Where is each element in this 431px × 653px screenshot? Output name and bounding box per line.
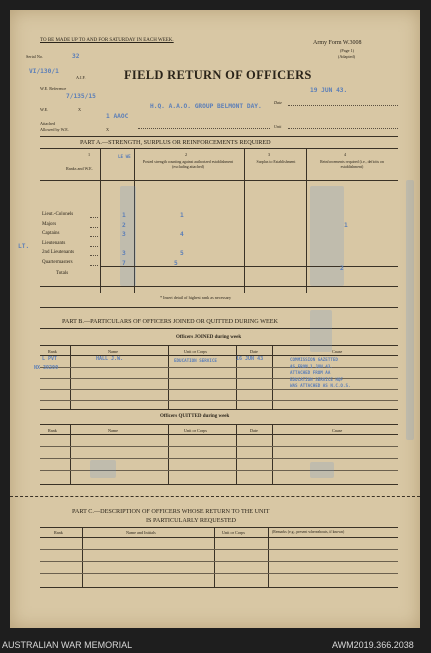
joined-col-date: Date	[250, 349, 258, 354]
form-number: Army Form W.3008	[313, 40, 362, 46]
reinforcements-value: 1	[344, 221, 348, 229]
col-header-ranks: Ranks and W.E.	[66, 166, 93, 171]
page-title: FIELD RETURN OF OFFICERS	[124, 68, 312, 82]
col-header-posted: Posted strength counting against authorized establishment (excluding attached)	[142, 160, 234, 169]
we-x-mark: X	[78, 107, 82, 112]
instruction-text: TO BE MADE UP TO AND FOR SATURDAY IN EACH WEEK.	[40, 38, 174, 43]
joined-name: HALL J.W.	[96, 356, 124, 362]
joined-number: NX 39200	[34, 365, 59, 371]
col-number-2: 2	[185, 152, 188, 157]
unit-label: Unit	[274, 124, 282, 129]
we-value: 3	[122, 231, 126, 238]
totals-we: 7	[122, 260, 126, 267]
rank-label: Lieutenants	[42, 240, 66, 246]
joined-col-unit: Unit or Corps	[184, 349, 208, 354]
part-c-col-unit: Unit or Corps	[222, 530, 246, 535]
part-c-col-remarks: (Remarks (e.g., present whereabouts, if known)	[272, 530, 345, 534]
we-reference-label: W.E. Reference	[40, 86, 67, 91]
rank-label: 2nd Lieutenants	[42, 250, 75, 255]
joined-cause-line: ATTACHED FROM AA	[290, 370, 331, 375]
col-header-reinforcements: Reinforcements required (i.e., deficits on establishment)	[320, 160, 384, 169]
col-header-surplus: Surplus to Establishment	[256, 160, 296, 164]
we-value: 3	[122, 250, 126, 257]
totals-posted: 5	[174, 260, 178, 267]
col-number-1: 1	[88, 152, 91, 157]
col-number-3: 3	[268, 152, 271, 157]
we-value: 1	[122, 212, 126, 219]
date-label: Date	[274, 100, 283, 105]
attached-label: Attached	[40, 121, 56, 126]
aif-label: A.I.F.	[76, 75, 86, 80]
quitted-col-date: Date	[250, 428, 258, 433]
posted-value: 5	[180, 250, 184, 257]
we-value: 2	[122, 221, 126, 229]
part-b-heading: PART B.—PARTICULARS OF OFFICERS JOINED OR QUITTED DURING WEEK	[62, 318, 279, 325]
footer-bar	[0, 636, 431, 653]
quitted-col-unit: Unit or Corps	[184, 428, 208, 433]
footer-credit: AUSTRALIAN WAR MEMORIAL	[2, 640, 133, 650]
we-label: W.E.	[40, 107, 49, 112]
totals-label: Totals	[56, 271, 69, 276]
aif-value: VI/130/1	[29, 68, 59, 75]
allowed-label: Allowed by W.E.	[40, 127, 69, 132]
col-number-4: 4	[344, 152, 347, 157]
allowed-x-mark: X	[106, 127, 110, 132]
joined-cause-line: COMMISSION GAZETTED	[290, 357, 338, 362]
joined-col-rank: Rank	[48, 349, 57, 354]
posted-value: 1	[180, 212, 184, 219]
part-c-col-name: Name and Initials	[126, 530, 156, 535]
unit-name: H.Q. A.A.O. GROUP BELMONT DAY.	[150, 103, 262, 110]
we-value: 1 AAOC	[106, 113, 129, 120]
joined-heading: Officers JOINED during week	[176, 335, 242, 340]
part-c-col-rank: Rank	[54, 530, 63, 535]
joined-col-cause: Cause	[332, 349, 343, 354]
quitted-col-rank: Rank	[48, 428, 57, 433]
we-stamp: LE WE	[118, 154, 131, 159]
date-value: 19 JUN 43.	[310, 87, 348, 94]
form-sheet	[10, 10, 420, 628]
part-a-footnote: * Insert detail of highest rank as necessary	[160, 295, 232, 300]
joined-col-name: Name	[108, 349, 118, 354]
we-reference-value: 7/135/15	[66, 93, 96, 100]
joined-rank: L PVT	[42, 356, 58, 362]
form-adapted: (Adapted)	[338, 54, 355, 59]
rank-label: Quartermasters	[42, 259, 73, 265]
posted-value: 4	[180, 231, 184, 238]
totals-reinforcements: 2	[340, 265, 344, 272]
serial-label: Serial No.	[26, 54, 43, 59]
part-c-heading-line2: IS PARTICULARLY REQUESTED	[146, 517, 236, 524]
rank-label: Majors	[42, 221, 57, 227]
form-page: (Page 1)	[340, 48, 355, 53]
rank-label: Captains	[42, 231, 60, 236]
footer-accession-number: AWM2019.366.2038	[332, 640, 414, 650]
joined-unit: EDUCATION SERVICE	[174, 358, 217, 363]
joined-date: 16 JUN 43	[236, 356, 264, 362]
serial-value: 32	[72, 53, 80, 60]
joined-cause-line: EDUCATION SERVICE HQF	[290, 376, 343, 382]
joined-cause-line: AS FROM 1 JUN 43.	[290, 363, 333, 369]
rank-label: Lieut.-Colonels	[42, 212, 74, 217]
quitted-heading: Officers QUITTED during week	[160, 414, 230, 419]
quitted-col-name: Name	[108, 428, 118, 433]
quitted-col-cause: Cause	[332, 428, 343, 433]
lt-stamp: LT.	[18, 243, 30, 250]
part-c-heading-line1: PART C.—DESCRIPTION OF OFFICERS WHOSE RETURN TO THE UNIT	[72, 508, 270, 515]
part-a-heading: PART A.—STRENGTH, SURPLUS OR REINFORCEMENTS REQUIRED	[80, 139, 271, 146]
joined-cause-line: WAS ATTACHED AS N.C.O.S.	[290, 383, 351, 388]
